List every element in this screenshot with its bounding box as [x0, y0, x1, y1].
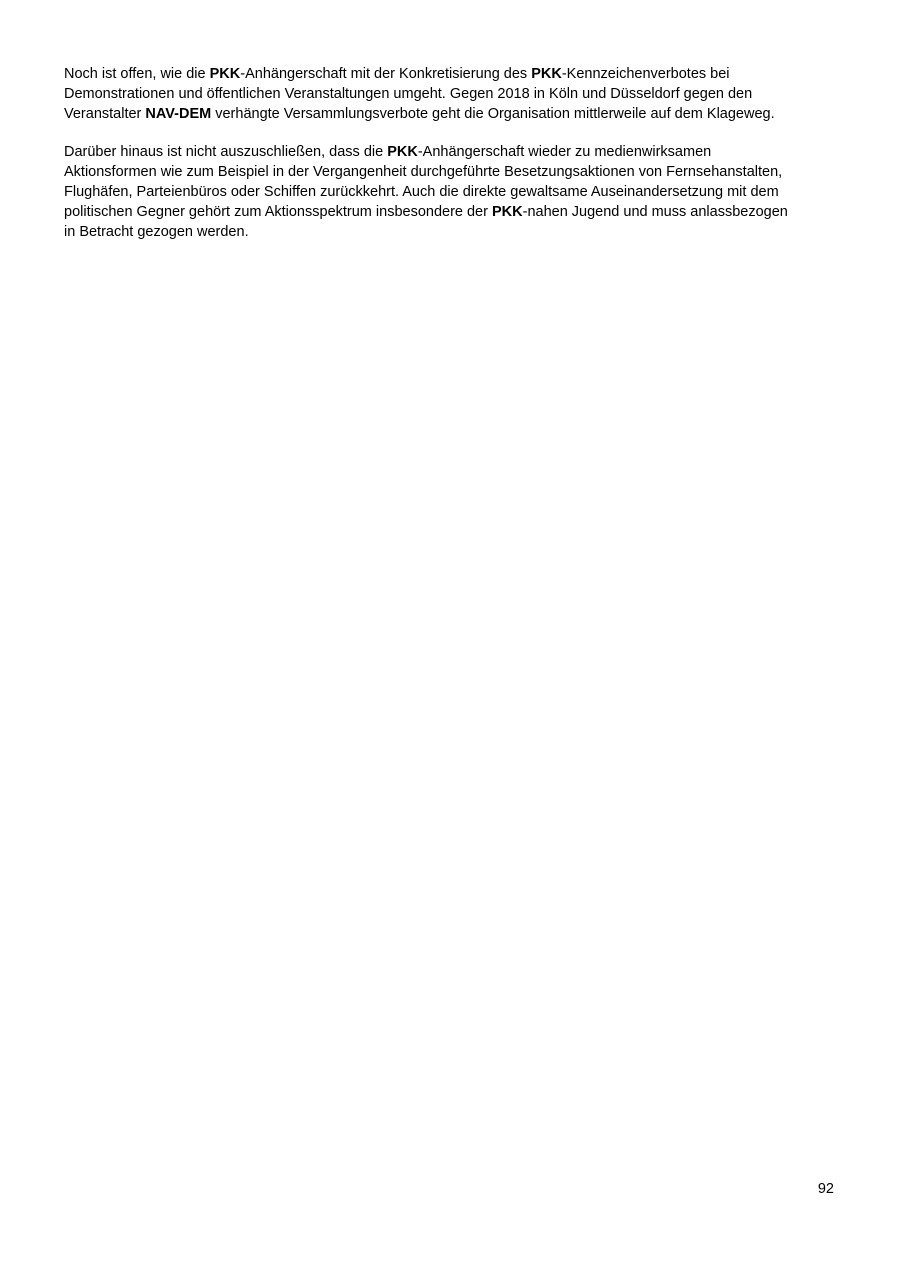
bold-term: PKK: [387, 144, 418, 160]
text-run: -nahen Jugend und muss anlassbezogen: [522, 204, 788, 220]
bold-term: NAV-DEM: [145, 106, 212, 122]
text-run: Demonstrationen und öffentlichen Veranstaltungen umgeht. Gegen 2018 in Köln und Düsseldorf gegen den: [64, 86, 753, 102]
text-line: [64, 104, 840, 124]
body-text: [64, 64, 840, 242]
bold-term: PKK: [491, 204, 523, 220]
paragraph: [64, 64, 840, 124]
text-line: [64, 182, 840, 202]
text-line: [64, 162, 840, 182]
text-run: Darüber hinaus ist nicht auszuschließen, dass die: [64, 144, 388, 160]
text-line: [64, 202, 840, 222]
text-run: verhängte Versammlungsverbote geht die Organisation mittlerweile auf dem Klageweg.: [211, 106, 775, 122]
paragraph: [64, 142, 840, 242]
text-line: [64, 84, 840, 104]
bold-term: PKK: [531, 66, 562, 82]
text-run: in Betracht gezogen werden.: [64, 224, 249, 240]
text-run: politischen Gegner gehört zum Aktionsspektrum insbesondere der: [64, 204, 492, 220]
page-number: 92: [817, 1181, 834, 1197]
text-run: Flughäfen, Parteienbüros oder Schiffen zurückkehrt. Auch die direkte gewaltsame Auseinandersetzung mit dem: [64, 184, 779, 200]
text-run: Noch ist offen, wie die: [64, 66, 210, 82]
text-line: [64, 142, 840, 162]
text-run: -Anhängerschaft wieder zu medienwirksamen: [417, 144, 712, 160]
text-run: Veranstalter: [64, 106, 146, 122]
text-line: [64, 222, 840, 242]
text-run: -Kennzeichenverbotes bei: [561, 66, 730, 82]
bold-term: PKK: [209, 66, 241, 82]
text-line: [64, 64, 840, 84]
text-run: Aktionsformen wie zum Beispiel in der Vergangenheit durchgeführte Besetzungsaktionen von Fernsehanstalten,: [64, 164, 783, 180]
text-run: -Anhängerschaft mit der Konkretisierung des: [240, 66, 532, 82]
